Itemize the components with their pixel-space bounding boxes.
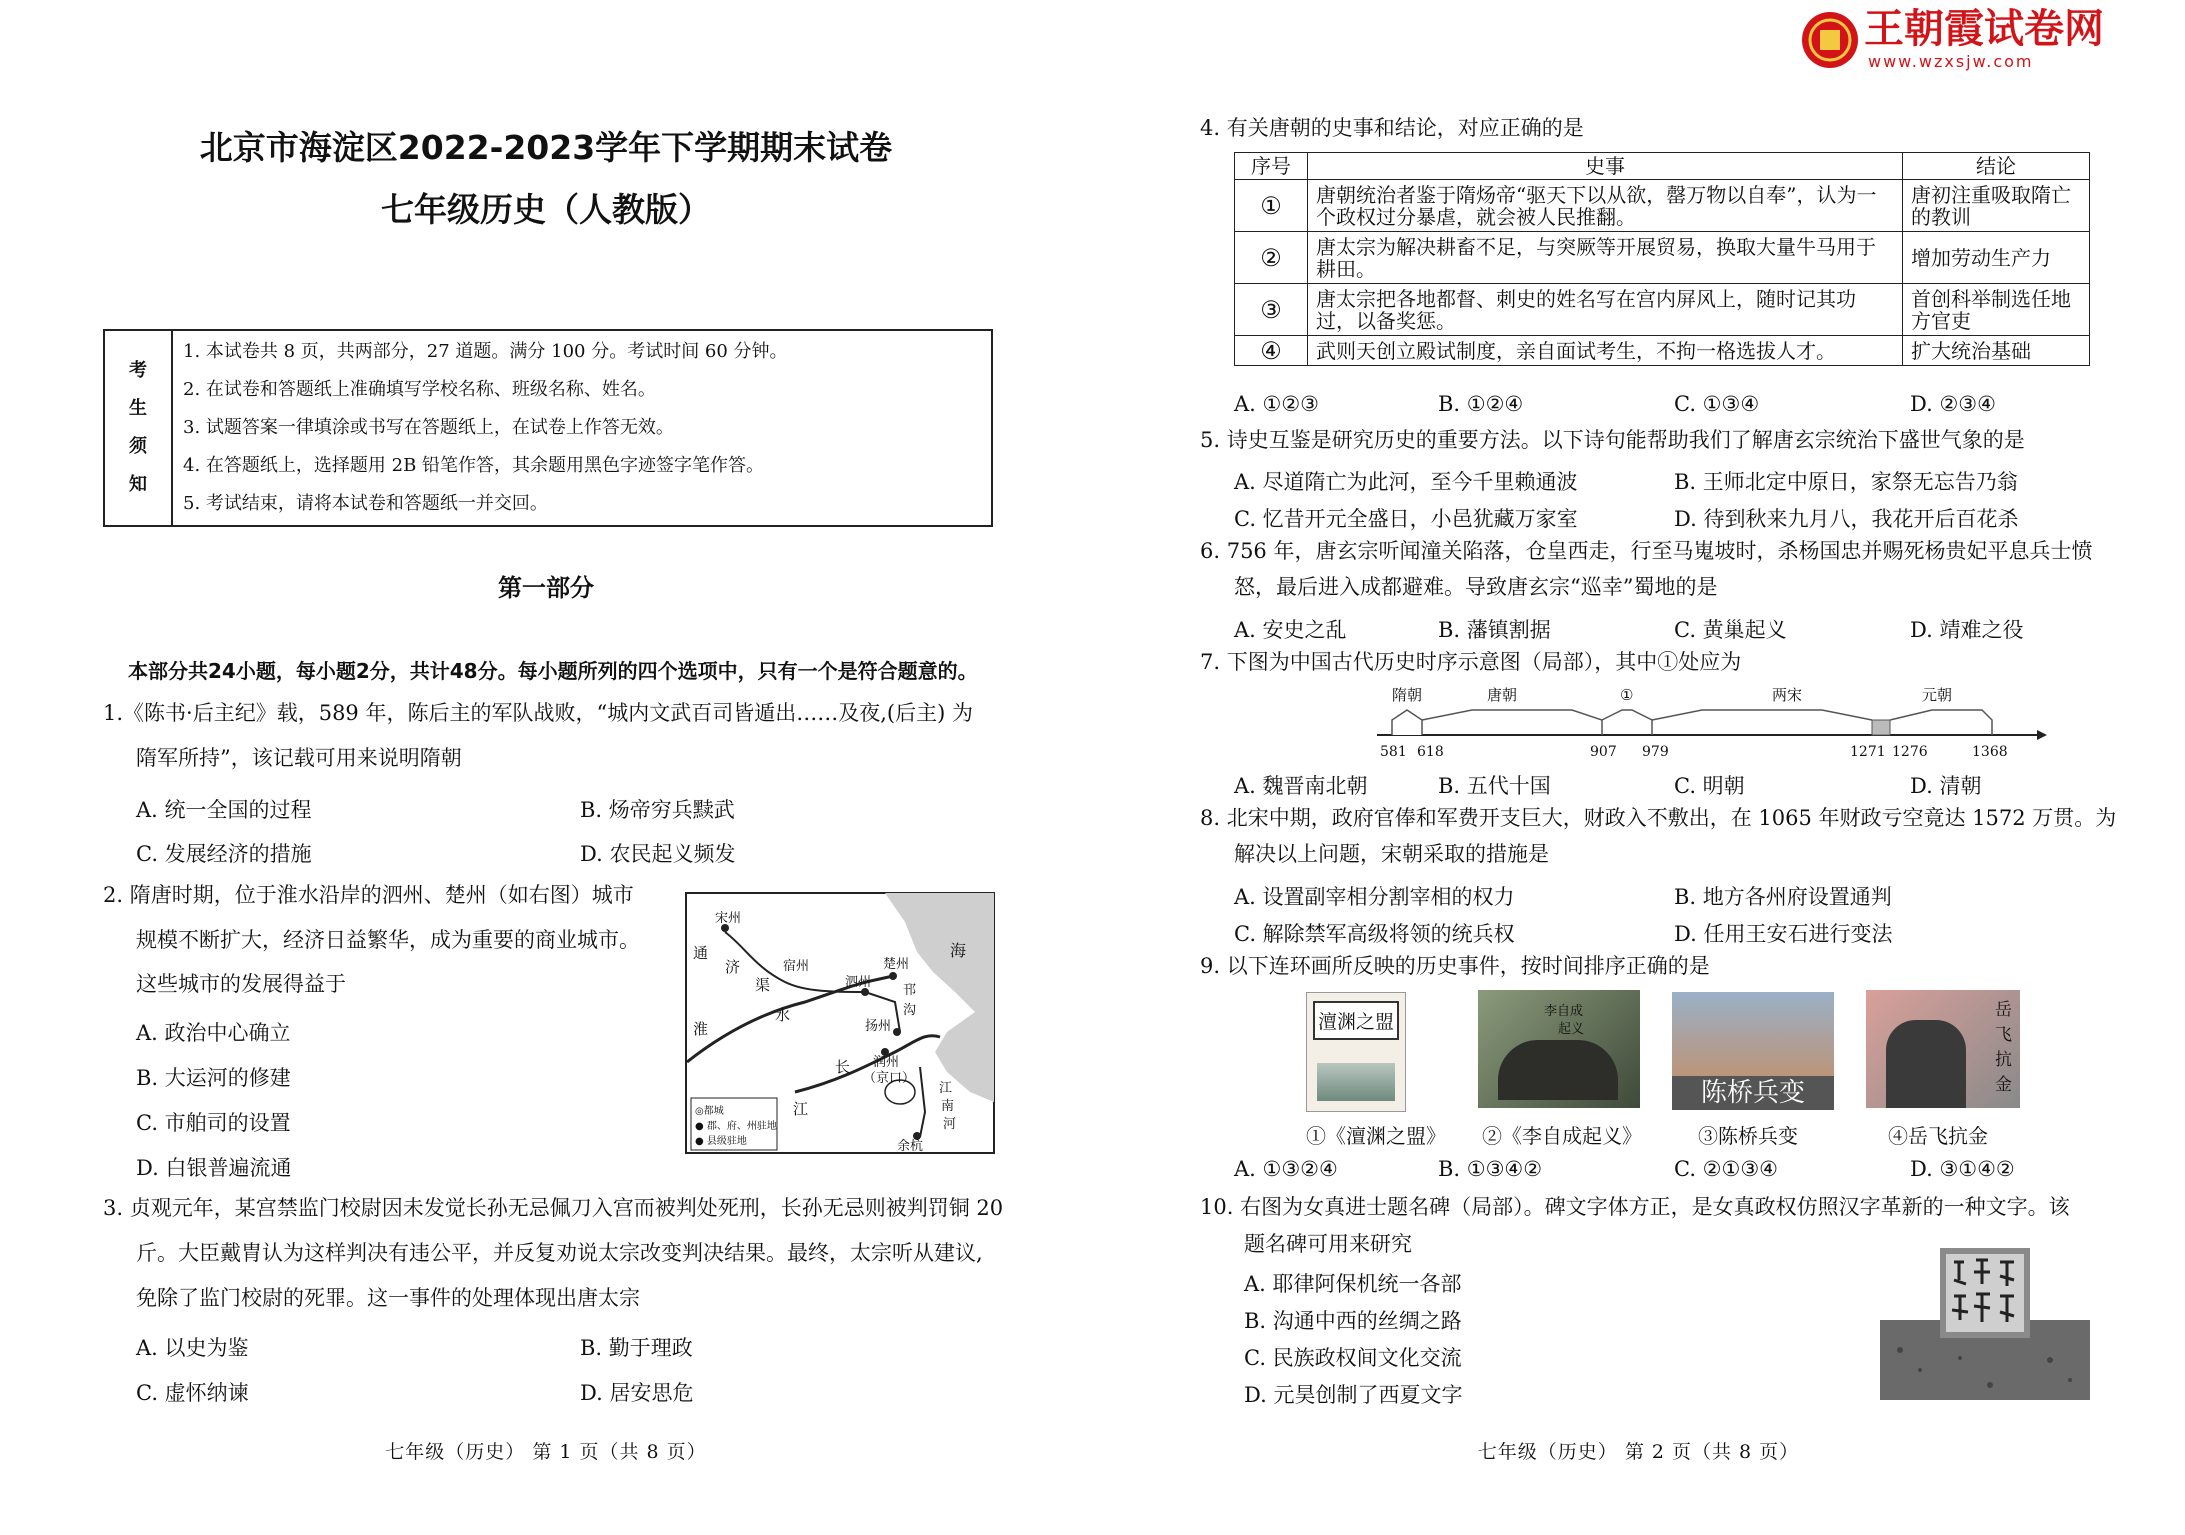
notice-item: 4. 在答题纸上，选择题用 2B 铅笔作答，其余题用黑色字迹签字笔作答。 xyxy=(183,455,765,476)
cover-2-title: 起义 xyxy=(1558,1022,1585,1037)
q3-option-c[interactable]: C. 虚怀纳谏 xyxy=(136,1381,249,1405)
comic-caption-1: ①《澶渊之盟》 xyxy=(1306,1124,1446,1148)
brand-url: www.wzxsjw.com xyxy=(1868,52,2034,71)
map-label: 楚州 xyxy=(883,957,910,972)
q9-option-a[interactable]: A. ①③②④ xyxy=(1234,1157,1338,1181)
q2-option-c[interactable]: C. 市舶司的设置 xyxy=(136,1111,291,1135)
q1-line2: 隋军所持”，该记载可用来说明隋朝 xyxy=(136,746,462,770)
q1-line1: 1.《陈书·后主纪》载，589 年，陈后主的军队战败，“城内文武百司皆遁出……及夜,(后主) 为 xyxy=(103,701,973,725)
cover-4-title-char: 金 xyxy=(1995,1075,2012,1095)
q3-line1: 3. 贞观元年，某宫禁监门校尉因未发觉长孙无忌佩刀入宫而被判处死刑，长孙无忌则被判罚铜 20 xyxy=(103,1196,1004,1220)
period-label: ① xyxy=(1620,686,1634,704)
period-overlap xyxy=(1872,720,1890,735)
legend-item: ● 县级驻地 xyxy=(695,1136,747,1147)
notice-label-char: 须 xyxy=(129,436,147,457)
row-event: 武则天创立殿试制度，亲自面试考生，不拘一格选拔人才。 xyxy=(1308,336,1903,366)
table-header: 史事 xyxy=(1308,153,1903,180)
q3-option-d[interactable]: D. 居安思危 xyxy=(580,1381,694,1405)
q9-option-c[interactable]: C. ②①③④ xyxy=(1674,1157,1778,1181)
q5-option-d[interactable]: D. 待到秋来九月八，我花开后百花杀 xyxy=(1674,507,2019,531)
map-label: 淮 xyxy=(693,1020,709,1038)
q10-option-c[interactable]: C. 民族政权间文化交流 xyxy=(1244,1346,1462,1370)
row-number: ③ xyxy=(1235,284,1308,336)
period-yuan xyxy=(1890,710,1992,735)
q2-line3: 这些城市的发展得益于 xyxy=(136,972,346,996)
row-conclusion: 首创科举制选任地方官吏 xyxy=(1903,284,2090,336)
q2-line2: 规模不断扩大，经济日益繁华，成为重要的商业城市。 xyxy=(136,928,640,952)
q7-option-a[interactable]: A. 魏晋南北朝 xyxy=(1234,774,1368,798)
table-header: 序号 xyxy=(1235,153,1308,180)
q3-option-b[interactable]: B. 勤于理政 xyxy=(580,1336,693,1360)
q4-stem: 4. 有关唐朝的史事和结论，对应正确的是 xyxy=(1200,116,1584,140)
period-sui xyxy=(1392,710,1422,735)
q5-option-c[interactable]: C. 忆昔开元全盛日，小邑犹藏万家室 xyxy=(1234,507,1578,531)
map-label: 江 xyxy=(939,1081,953,1096)
map-label: 济 xyxy=(725,958,741,976)
row-number: ④ xyxy=(1235,336,1308,366)
map-label: 扬州 xyxy=(865,1019,892,1034)
q8-option-d[interactable]: D. 任用王安石进行变法 xyxy=(1674,922,1893,946)
q8-option-c[interactable]: C. 解除禁军高级将领的统兵权 xyxy=(1234,922,1515,946)
map-label: 渠 xyxy=(755,976,771,994)
notice-label-char: 考 xyxy=(129,360,147,381)
notice-item: 3. 试题答案一律填涂或书写在答题纸上，在试卷上作答无效。 xyxy=(183,417,674,438)
q2-option-b[interactable]: B. 大运河的修建 xyxy=(136,1066,291,1090)
map-label: 南 xyxy=(941,1099,955,1114)
comic-cover-2 xyxy=(1478,990,1640,1108)
comic-cover-3 xyxy=(1672,992,1834,1110)
comic-cover-4 xyxy=(1866,990,2020,1108)
table-header-row xyxy=(1235,153,2090,180)
map-label: 泗州 xyxy=(845,975,872,990)
map-label: 水 xyxy=(775,1006,791,1024)
cover-2-art xyxy=(1498,1040,1618,1100)
exam-title: 北京市海淀区2022-2023学年下学期期末试卷 xyxy=(199,128,893,167)
row-conclusion: 唐初注重吸取隋亡的教训 xyxy=(1903,180,2090,232)
notice-label-char: 知 xyxy=(129,474,147,495)
page-footer: 七年级（历史） 第 1 页（共 8 页） xyxy=(385,1441,707,1463)
map-label: 润州 xyxy=(873,1055,900,1070)
q5-option-b[interactable]: B. 王师北定中原日，家祭无忘告乃翁 xyxy=(1674,470,2018,494)
period-label: 元朝 xyxy=(1922,686,1953,704)
comic-caption-3: ③陈桥兵变 xyxy=(1698,1124,1798,1148)
map-label: 宋州 xyxy=(715,911,742,926)
year-label: 1368 xyxy=(1972,744,2008,760)
legend-item: ● 郡、府、州驻地 xyxy=(695,1121,777,1132)
cover-4-title-char: 岳 xyxy=(1995,1000,2012,1020)
table-row xyxy=(1235,232,2090,284)
period-label: 唐朝 xyxy=(1487,686,1518,704)
q10-line2: 题名碑可用来研究 xyxy=(1244,1232,1412,1256)
q5-option-a[interactable]: A. 尽道隋亡为此河，至今千里赖通波 xyxy=(1234,470,1578,494)
comic-caption-2: ②《李自成起义》 xyxy=(1482,1124,1642,1148)
comic-cover-1 xyxy=(1306,992,1406,1112)
brand-name: 王朝霞试卷网 xyxy=(1864,6,2104,52)
year-label: 618 xyxy=(1417,744,1444,760)
q5-stem: 5. 诗史互鉴是研究历史的重要方法。以下诗句能帮助我们了解唐玄宗统治下盛世气象的是 xyxy=(1200,428,2025,452)
cover-1-title: 澶渊之盟 xyxy=(1313,1001,1399,1040)
year-label: 581 xyxy=(1380,744,1407,760)
q1-option-b[interactable]: B. 炀帝穷兵黩武 xyxy=(580,798,735,822)
exam-subtitle: 七年级历史（人教版） xyxy=(381,190,711,229)
brand-seal-icon xyxy=(1800,10,1860,70)
q2-option-d[interactable]: D. 白银普遍流通 xyxy=(136,1156,292,1180)
page-1 xyxy=(0,0,1092,1535)
table-row xyxy=(1235,180,2090,232)
notice-items xyxy=(172,330,992,526)
table-row xyxy=(1235,284,2090,336)
q6-option-a[interactable]: A. 安史之乱 xyxy=(1234,618,1347,642)
map-label: 余杭 xyxy=(897,1139,924,1154)
q7-option-b[interactable]: B. 五代十国 xyxy=(1438,774,1551,798)
year-label: 907 xyxy=(1590,744,1617,760)
q3-line2: 斤。大臣戴胄认为这样判决有违公平，并反复劝说太宗改变判决结果。最终，太宗听从建议, xyxy=(136,1241,983,1265)
period-blank xyxy=(1602,710,1652,735)
q1-option-a[interactable]: A. 统一全国的过程 xyxy=(136,798,312,822)
notice-item: 5. 考试结束，请将本试卷和答题纸一并交回。 xyxy=(183,493,548,514)
part-instructions: 本部分共24小题，每小题2分，共计48分。每小题所列的四个选项中，只有一个是符合题意的。 xyxy=(128,659,978,683)
q9-option-d[interactable]: D. ③①④② xyxy=(1910,1157,2015,1181)
row-event: 唐太宗把各地都督、刺史的姓名写在宫内屏风上，随时记其功过，以备奖惩。 xyxy=(1308,284,1903,336)
notice-item: 2. 在试卷和答题纸上准确填写学校名称、班级名称、姓名。 xyxy=(183,379,656,400)
q4-option-c[interactable]: C. ①③④ xyxy=(1674,392,1760,416)
cover-3-title: 陈桥兵变 xyxy=(1672,1076,1834,1110)
map-label: 江 xyxy=(793,1100,809,1118)
page-footer: 七年级（历史） 第 2 页（共 8 页） xyxy=(1477,1441,1800,1463)
city-dot xyxy=(893,1028,901,1036)
cover-2-title: 李自成 xyxy=(1544,1004,1584,1019)
city-dot xyxy=(889,972,897,980)
q1-option-d[interactable]: D. 农民起义频发 xyxy=(580,842,736,866)
table-header: 结论 xyxy=(1903,153,2090,180)
period-label: 隋朝 xyxy=(1392,686,1423,704)
q8-line2: 解决以上问题，宋朝采取的措施是 xyxy=(1234,842,1549,866)
q2-option-a[interactable]: A. 政治中心确立 xyxy=(136,1021,291,1045)
q10-option-b[interactable]: B. 沟通中西的丝绸之路 xyxy=(1244,1309,1462,1333)
map-label: 宿州 xyxy=(783,959,810,974)
timeline-chart xyxy=(1372,680,2052,760)
year-label: 979 xyxy=(1642,744,1669,760)
map-label: 海 xyxy=(950,941,967,960)
q10-option-a[interactable]: A. 耶律阿保机统一各部 xyxy=(1244,1272,1462,1296)
page-2 xyxy=(1092,0,2185,1535)
period-label: 两宋 xyxy=(1772,686,1803,704)
cover-4-title-char: 抗 xyxy=(1995,1050,2012,1070)
period-song xyxy=(1652,710,1872,720)
period-tang xyxy=(1422,710,1602,735)
map-label: 河 xyxy=(943,1117,957,1132)
q4-option-a[interactable]: A. ①②③ xyxy=(1234,392,1319,416)
map-label: 通 xyxy=(693,944,709,962)
row-conclusion: 扩大统治基础 xyxy=(1903,336,2090,366)
notice-item: 1. 本试卷共 8 页，共两部分，27 道题。满分 100 分。考试时间 60 分钟。 xyxy=(183,341,788,362)
q8-option-a[interactable]: A. 设置副宰相分割宰相的权力 xyxy=(1234,885,1515,909)
stele-rubbing-image xyxy=(1880,1240,2090,1400)
part-title: 第一部分 xyxy=(498,574,594,602)
comic-caption-4: ④岳飞抗金 xyxy=(1888,1124,1988,1148)
q3-line3: 免除了监门校尉的死罪。这一事件的处理体现出唐太宗 xyxy=(136,1286,640,1310)
table-row xyxy=(1235,336,2090,366)
map-label: 邗 xyxy=(903,983,917,998)
row-number: ① xyxy=(1235,180,1308,232)
q1-option-c[interactable]: C. 发展经济的措施 xyxy=(136,842,312,866)
q2-line1: 2. 隋唐时期，位于淮水沿岸的泗州、楚州（如右图）城市 xyxy=(103,883,634,907)
map-label: 沟 xyxy=(903,1003,917,1018)
map-label: （京口） xyxy=(863,1071,916,1086)
cover-1-art xyxy=(1317,1063,1395,1101)
q6-option-c[interactable]: C. 黄巢起义 xyxy=(1674,618,1787,642)
row-event: 唐太宗为解决耕畜不足，与突厥等开展贸易，换取大量牛马用于耕田。 xyxy=(1308,232,1903,284)
q6-option-b[interactable]: B. 藩镇割据 xyxy=(1438,618,1551,642)
q6-line1: 6. 756 年，唐玄宗听闻潼关陷落，仓皇西走，行至马嵬坡时，杀杨国忠并赐死杨贵妃平息兵士愤 xyxy=(1200,539,2093,563)
q10-option-d[interactable]: D. 元昊创制了西夏文字 xyxy=(1244,1383,1463,1407)
row-event: 唐朝统治者鉴于隋炀帝“驱天下以从欲，罄万物以自奉”，认为一个政权过分暴虐，就会被人民推翻。 xyxy=(1308,180,1903,232)
cover-4-art xyxy=(1886,1020,1966,1108)
notice-label-char: 生 xyxy=(129,398,147,419)
q8-line1: 8. 北宋中期，政府官俸和军费开支巨大，财政入不敷出，在 1065 年财政亏空竟达 1572 万贯。为 xyxy=(1200,806,2117,830)
map-label: 长 xyxy=(835,1058,851,1076)
q6-line2: 怒，最后进入成都避难。导致唐玄宗“巡幸”蜀地的是 xyxy=(1234,575,1718,599)
year-label: 1271 xyxy=(1850,744,1886,760)
q10-line1: 10. 右图为女真进士题名碑（局部）。碑文字体方正，是女真政权仿照汉字革新的一种文字。该 xyxy=(1200,1195,2070,1219)
row-number: ② xyxy=(1235,232,1308,284)
notice-label xyxy=(104,330,172,526)
q7-option-d[interactable]: D. 清朝 xyxy=(1910,774,1982,798)
q6-option-d[interactable]: D. 靖难之役 xyxy=(1910,618,2024,642)
legend-item: ◎都城 xyxy=(695,1106,724,1117)
cover-4-title xyxy=(1995,998,2012,1098)
year-label: 1276 xyxy=(1892,744,1928,760)
q7-stem: 7. 下图为中国古代历史时序示意图（局部），其中①处应为 xyxy=(1200,650,1742,674)
notice-box xyxy=(103,329,993,527)
row-conclusion: 增加劳动生产力 xyxy=(1903,232,2090,284)
q8-option-b[interactable]: B. 地方各州府设置通判 xyxy=(1674,885,1892,909)
q3-option-a[interactable]: A. 以史为鉴 xyxy=(136,1336,249,1360)
q4-option-d[interactable]: D. ②③④ xyxy=(1910,392,1996,416)
q4-option-b[interactable]: B. ①②④ xyxy=(1438,392,1524,416)
q9-option-b[interactable]: B. ①③④② xyxy=(1438,1157,1543,1181)
canal-map xyxy=(685,892,995,1154)
cover-4-title-char: 飞 xyxy=(1995,1025,2012,1045)
timeline-arrow-icon xyxy=(2037,730,2047,740)
q7-option-c[interactable]: C. 明朝 xyxy=(1674,774,1745,798)
q4-table xyxy=(1234,152,2090,366)
brand-logo[interactable] xyxy=(1800,6,2112,72)
q9-stem: 9. 以下连环画所反映的历史事件，按时间排序正确的是 xyxy=(1200,954,1710,978)
